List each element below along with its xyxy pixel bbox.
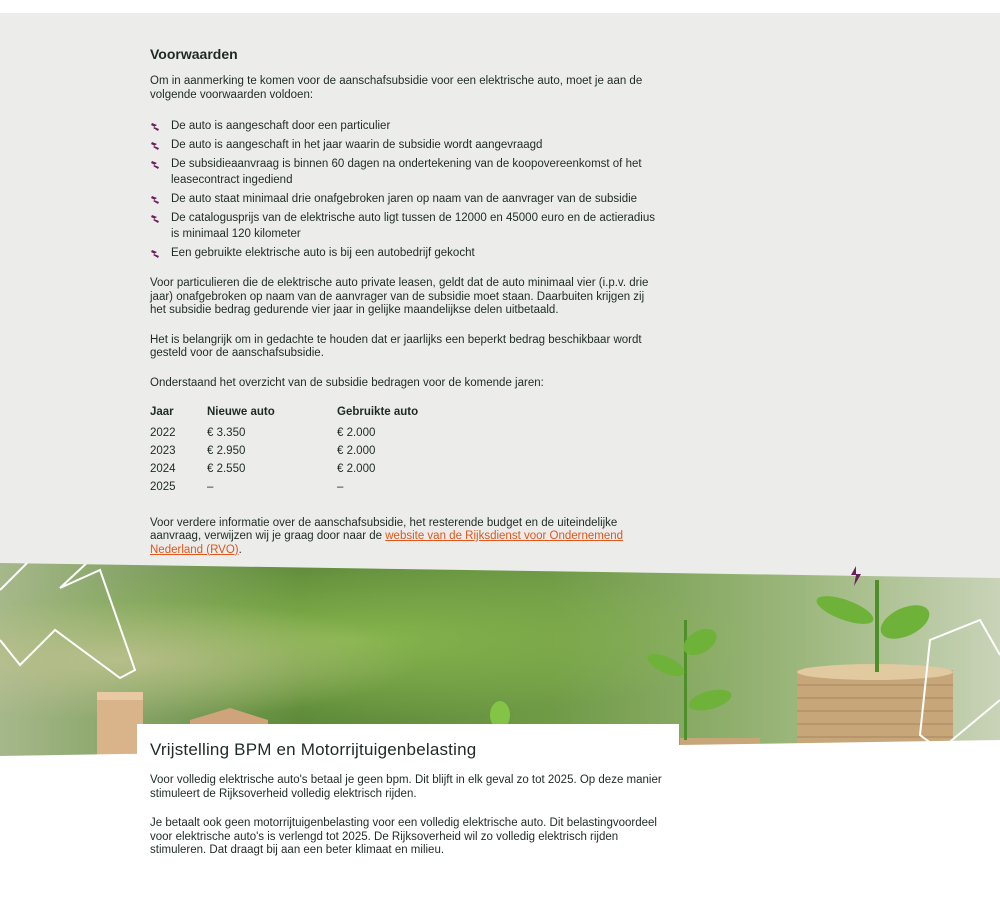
lightning-bolt-icon — [848, 566, 864, 586]
lightning-bolt-icon — [150, 195, 161, 205]
lightning-bolt-icon — [150, 249, 161, 259]
table-cell-new-car: – — [207, 480, 214, 493]
more-info-end: . — [238, 543, 242, 556]
rvo-website-link[interactable]: website van de Rijksdienst voor Ondernemend Nederland (RVO) — [150, 530, 624, 556]
table-cell-used-car: € 2.000 — [337, 444, 376, 457]
table-cell-year: 2024 — [150, 462, 176, 475]
more-info-text: Voor verdere informatie over de aanschafsubsidie, het resterende budget en de uiteindelijke aanvraag, verwijzen wij je graag door naar de — [150, 516, 618, 542]
top-strip — [0, 0, 1000, 13]
list-item — [150, 118, 660, 134]
subsidy-table — [150, 406, 467, 497]
list-item-text: De auto is aangeschaft in het jaar waarin de subsidie wordt aangevraagd — [171, 139, 543, 151]
list-item — [150, 245, 660, 261]
table-row — [150, 425, 467, 443]
list-item — [150, 191, 660, 207]
table-cell-year: 2025 — [150, 480, 176, 493]
lightning-bolt-icon — [150, 160, 161, 170]
conditions-section — [150, 45, 660, 573]
table-header-new-car: Nieuwe auto — [207, 406, 275, 418]
lease-paragraph: Voor particulieren die de elektrische auto private leasen, geldt dat de auto minimaal vier (i.p.v. drie jaar) onafgebroken op naam van de aanvrager van de subsidie moet staan. Daarbuiten krijgen zij het subsidie bedrag gedurende vier jaar in gelijke maandelijkse delen uitbetaald. — [150, 277, 649, 316]
conditions-list — [150, 118, 660, 261]
table-header-year: Jaar — [150, 406, 174, 418]
bpm-section — [150, 740, 665, 874]
list-item — [150, 210, 660, 242]
list-item-text: Een gebruikte elektrische auto is bij een autobedrijf gekocht — [171, 247, 475, 259]
table-cell-used-car: € 2.000 — [337, 462, 376, 475]
conditions-intro: Om in aanmerking te komen voor de aanschafsubsidie voor een elektrische auto, moet je aan de volgende voorwaarden voldoen: — [150, 75, 643, 101]
bpm-paragraph-1: Voor volledig elektrische auto's betaal je geen bpm. Dit blijft in elk geval zo tot 2025. Op deze manier stimuleert de Rijksoverheid volledig elektrisch rijden. — [150, 774, 662, 800]
table-row — [150, 479, 467, 497]
lightning-bolt-icon — [150, 141, 161, 151]
bpm-paragraph-2: Je betaalt ook geen motorrijtuigenbelasting voor een volledig elektrische auto. Dit belastingvoordeel voor elektrische auto's is verlengd tot 2025. De Rijksoverheid wil zo volledig elektrisch rijden stimuleren. Dat draagt bij aan een beter klimaat en milieu. — [150, 817, 657, 856]
table-intro: Onderstaand het overzicht van de subsidie bedragen voor de komende jaren: — [150, 376, 544, 389]
conditions-heading: Voorwaarden — [150, 46, 238, 62]
table-row — [150, 443, 467, 461]
table-cell-new-car: € 3.350 — [207, 426, 246, 439]
lightning-bolt-icon — [150, 122, 161, 132]
budget-paragraph: Het is belangrijk om in gedachte te houden dat er jaarlijks een beperkt bedrag beschikbaar wordt gesteld voor de aanschafsubsidie. — [150, 333, 642, 359]
table-cell-used-car: € 2.000 — [337, 426, 376, 439]
list-item-text: De catalogusprijs van de elektrische auto ligt tussen de 12000 en 45000 euro en de actieradius is minimaal 120 kilometer — [171, 212, 655, 240]
table-cell-used-car: – — [337, 480, 344, 493]
table-cell-new-car: € 2.950 — [207, 444, 246, 457]
lightning-bolt-icon — [150, 214, 161, 224]
table-header-used-car: Gebruikte auto — [337, 406, 419, 418]
list-item-text: De subsidieaanvraag is binnen 60 dagen na ondertekening van de koopovereenkomst of het leasecontract ingediend — [171, 158, 642, 186]
table-cell-new-car: € 2.550 — [207, 462, 246, 475]
more-info-paragraph — [150, 517, 660, 558]
table-header-row — [150, 406, 467, 425]
list-item — [150, 137, 660, 153]
table-row — [150, 461, 467, 479]
list-item — [150, 156, 660, 188]
list-item-text: De auto is aangeschaft door een particulier — [171, 120, 391, 132]
list-item-text: De auto staat minimaal drie onafgebroken jaren op naam van de aanvrager van de subsidie — [171, 193, 638, 205]
bpm-heading: Vrijstelling BPM en Motorrijtuigenbelasting — [150, 740, 477, 759]
table-cell-year: 2023 — [150, 444, 176, 457]
table-cell-year: 2022 — [150, 426, 176, 439]
